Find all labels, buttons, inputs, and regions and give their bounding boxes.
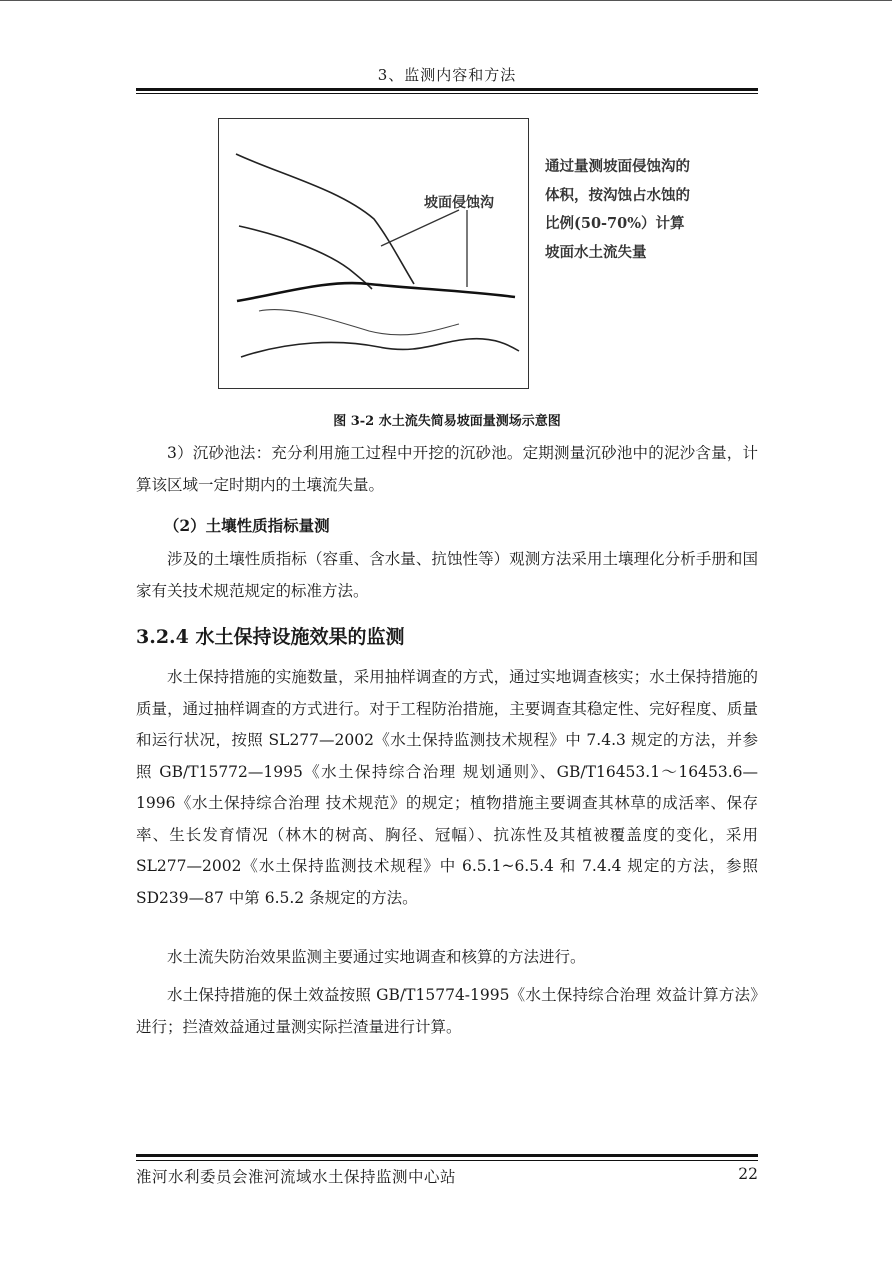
figure-label: 坡面侵蚀沟: [424, 195, 494, 211]
page-top-border: [0, 0, 892, 1]
running-header: 3、监测内容和方法: [377, 66, 517, 84]
slope-erosion-sketch: [219, 119, 530, 390]
header-rule-thin: [136, 93, 758, 94]
footer-organization: 淮河水利委员会淮河流域水土保持监测中心站: [136, 1168, 457, 1186]
paragraph-soil-conservation-benefit: 水土保持措施的保土效益按照 GB/T15774-1995《水土保持综合治理 效益计算方法》进行；拦渣效益通过量测实际拦渣量进行计算。: [136, 986, 758, 1036]
subheading-soil-properties: （2）土壤性质指标量测: [163, 516, 330, 535]
lower-thin-line: [259, 310, 459, 335]
footer-rule-thick: [136, 1154, 758, 1157]
figure-caption: 图 3-2 水土流失简易坡面量测场示意图: [333, 414, 561, 429]
paragraph-soil-properties: 涉及的土壤性质指标（容重、含水量、抗蚀性等）观测方法采用土壤理化分析手册和国家有关技术规范规定的标准方法。: [136, 550, 758, 600]
paragraph-measure-survey: 水土保持措施的实施数量，采用抽样调查的方式，通过实地调查核实；水土保持措施的质量，通过抽样调查的方式进行。对于工程防治措施，主要调查其稳定性、完好程度、质量和运行状况，按照 SL277—2002《水土保持监测技术规程》中 7.4.3 规定的方法，并参照 GB/T15772—1995《水土保持综合治理 规划通则》、GB/T16453.1～16453.6—1996《水土保持综合治理 技术规范》的规定；植物措施主要调查其林草的成活率、保存率、生长发育情况（林木的树高、胸径、冠幅）、抗冻性及其植被覆盖度的变化，采用 SL277—2002《水土保持监测技术规程》中 6.5.1~6.5.4 和 7.4.4 规定的方法，参照 SD239—87 中第 6.5.2 条规定的方法。: [136, 668, 758, 907]
upper-slope-line: [236, 154, 414, 284]
label-leader-line-1: [381, 210, 459, 246]
page-number: 22: [738, 1165, 758, 1183]
header-rule-thick: [136, 88, 758, 91]
ground-surface-line: [237, 283, 515, 301]
footer-rule-thin: [136, 1160, 758, 1161]
figure-note: 通过量测坡面侵蚀沟的体积，按沟蚀占水蚀的比例(50-70%）计算坡面水土流失量: [545, 158, 690, 261]
bottom-wave-line: [241, 339, 519, 357]
paragraph-sediment-basin: 3）沉砂池法：充分利用施工过程中开挖的沉砂池。定期测量沉砂池中的泥沙含量，计算该区域一定时期内的土壤流失量。: [136, 444, 758, 494]
section-heading: 3.2.4 水土保持设施效果的监测: [136, 626, 405, 648]
middle-slope-line: [239, 226, 372, 289]
paragraph-prevention-effect: 水土流失防治效果监测主要通过实地调查和核算的方法进行。: [167, 948, 586, 966]
figure-diagram: [218, 118, 529, 389]
